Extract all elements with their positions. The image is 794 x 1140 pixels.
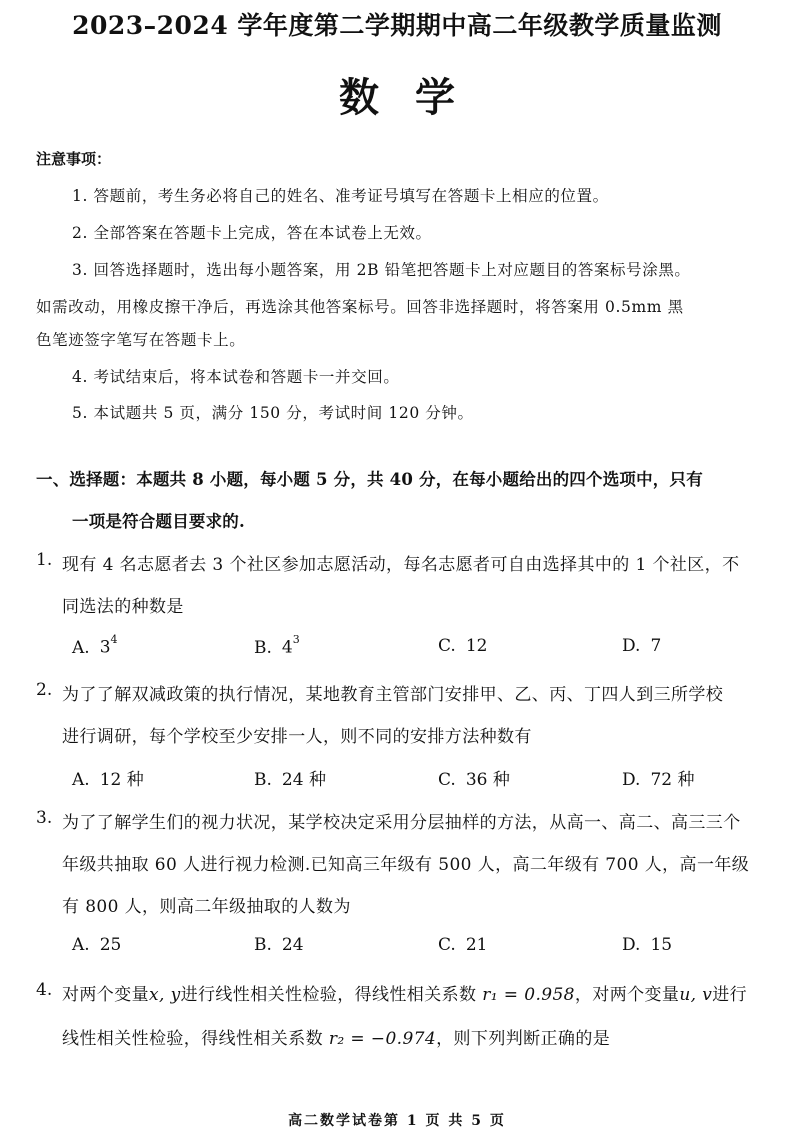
question-text: 为了了解双减政策的执行情况，某地教育主管部门安排甲、乙、丙、丁四人到三所学校 [62, 685, 724, 705]
section-heading: 一、选择题：本题共 8 小题，每小题 5 分，共 40 分，在每小题给出的四个选项中，只有 [36, 470, 703, 489]
text-span: ，对两个变量 [574, 985, 680, 1005]
option-a [72, 765, 144, 790]
math-r1: r₁ = 0.958 [482, 985, 575, 1005]
option-a [72, 633, 118, 658]
note-line: 5. 本试题共 5 页，满分 150 分，考试时间 120 分钟。 [72, 404, 474, 422]
option-base: 3 [99, 637, 111, 658]
option-letter: B. [254, 935, 272, 955]
question-text [62, 1024, 610, 1049]
math-variables: x, y [149, 985, 181, 1005]
option-text: 36 种 [465, 770, 510, 790]
option-d [622, 935, 672, 955]
option-letter: A. [72, 770, 90, 790]
option-b [254, 935, 304, 955]
section-heading-cont: 一项是符合题目要求的. [72, 512, 245, 531]
option-c [438, 636, 487, 656]
question-text: 为了了解学生们的视力状况，某学校决定采用分层抽样的方法，从高一、高二、高三三个 [62, 813, 741, 833]
text-span: 对两个变量 [62, 985, 149, 1005]
option-b [254, 765, 326, 790]
option-a [72, 935, 121, 955]
option-text: 72 种 [650, 770, 695, 790]
text-span: 线性相关性检验，得线性相关系数 [62, 1029, 323, 1049]
option-b [254, 633, 300, 658]
note-line: 3. 回答选择题时，选出每小题答案，用 2B 铅笔把答题卡上对应题目的答案标号涂黑。 [72, 261, 691, 279]
text-span: 进行 [712, 985, 748, 1005]
option-text: 25 [99, 935, 122, 955]
option-c [438, 935, 487, 955]
option-letter: D. [622, 770, 641, 790]
option-exponent: 4 [110, 633, 118, 646]
question-number: 4. [36, 980, 53, 1000]
text-span: 进行线性相关性检验，得线性相关系数 [180, 985, 477, 1005]
option-d [622, 636, 661, 656]
option-text: 24 [281, 935, 304, 955]
question-number: 3. [36, 808, 53, 828]
note-line: 如需改动，用橡皮擦干净后，再选涂其他答案标号。回答非选择题时，将答案用 0.5mm 黑 [36, 298, 684, 316]
option-exponent: 3 [292, 633, 300, 646]
option-letter: C. [438, 636, 456, 656]
math-r2: r₂ = −0.974 [328, 1029, 437, 1049]
question-text: 同选法的种数是 [62, 597, 184, 617]
option-letter: D. [622, 935, 641, 955]
question-text: 有 800 人，则高二年级抽取的人数为 [62, 897, 351, 917]
question-number: 1. [36, 550, 53, 570]
page-footer: 高二数学试卷第 1 页 共 5 页 [288, 1113, 506, 1129]
option-c [438, 765, 510, 790]
exam-title: 2023–2024 学年度第二学期期中高二年级教学质量监测 [72, 11, 722, 40]
notes-heading: 注意事项： [36, 150, 112, 168]
note-line: 2. 全部答案在答题卡上完成，答在本试卷上无效。 [72, 224, 432, 242]
option-letter: A. [72, 935, 90, 955]
math-variables: u, v [679, 985, 713, 1005]
question-number: 2. [36, 680, 53, 700]
option-text: 21 [465, 935, 488, 955]
note-line: 色笔迹签字笔写在答题卡上。 [36, 331, 246, 349]
option-letter: C. [438, 770, 456, 790]
subject-title: 数学 [339, 74, 491, 121]
question-text: 进行调研，每个学校至少安排一人，则不同的安排方法种数有 [62, 727, 532, 747]
note-line: 4. 考试结束后，将本试卷和答题卡一并交回。 [72, 368, 400, 386]
note-line: 1. 答题前，考生务必将自己的姓名、准考证号填写在答题卡上相应的位置。 [72, 187, 609, 205]
option-base: 4 [281, 637, 293, 658]
option-d [622, 765, 694, 790]
option-letter: B. [254, 637, 272, 658]
question-text: 现有 4 名志愿者去 3 个社区参加志愿活动，每名志愿者可自由选择其中的 1 个社区，不 [62, 555, 740, 575]
option-text: 15 [650, 935, 673, 955]
question-text: 年级共抽取 60 人进行视力检测.已知高三年级有 500 人，高二年级有 700 人，高一年级 [62, 855, 750, 875]
question-text [62, 980, 747, 1005]
option-letter: B. [254, 770, 272, 790]
option-letter: A. [72, 637, 90, 658]
text-span: ，则下列判断正确的是 [436, 1029, 611, 1049]
option-text: 7 [650, 636, 662, 656]
option-text: 12 [465, 636, 488, 656]
option-text: 24 种 [281, 770, 326, 790]
option-letter: C. [438, 935, 456, 955]
option-text: 12 种 [99, 770, 144, 790]
option-letter: D. [622, 636, 641, 656]
